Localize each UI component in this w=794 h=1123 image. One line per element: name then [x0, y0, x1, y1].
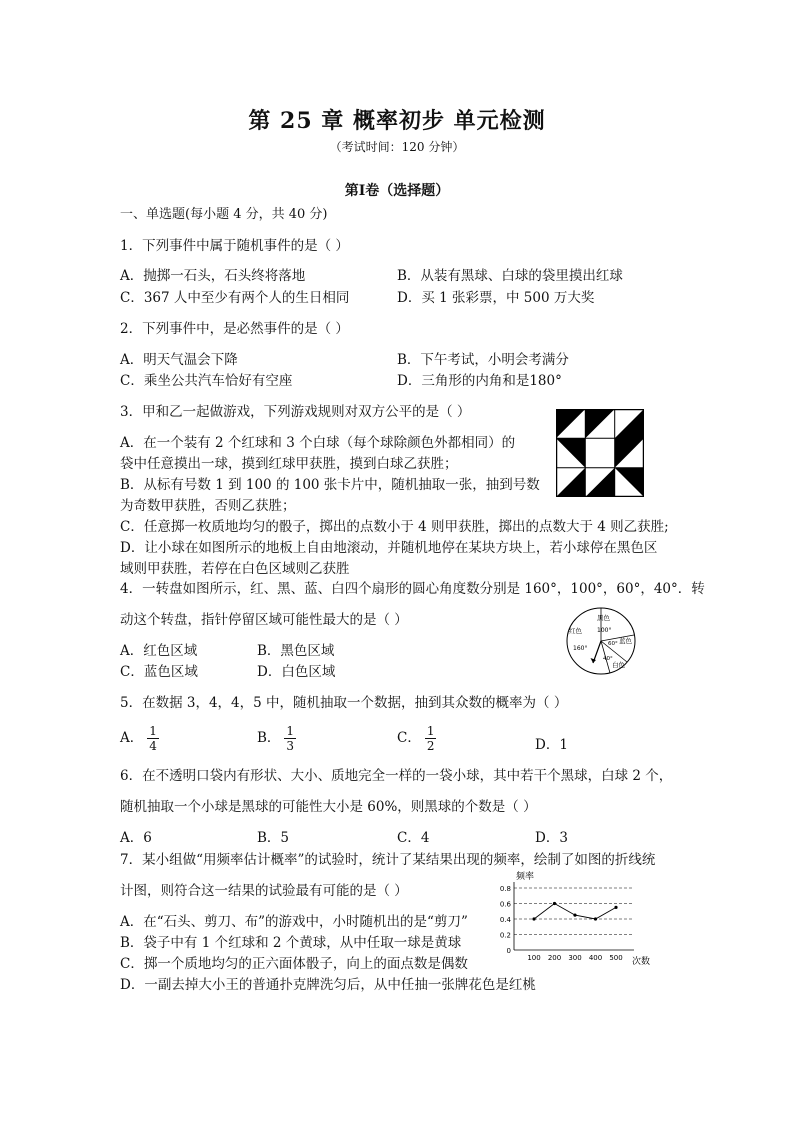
- q2-stem: 2．下列事件中，是必然事件的是（ ）: [120, 321, 349, 337]
- data-point: [594, 917, 597, 920]
- y-tick-label: 0: [506, 947, 511, 955]
- q7-stem-line1: 7．某小组做“用频率估计概率”的试验时，统计了某结果出现的频率，绘制了如图的折线统: [120, 852, 656, 868]
- q5-stem: 5．在数据 3，4，4，5 中，随机抽取一个数据，抽到其众数的概率为（ ）: [120, 695, 568, 711]
- q5-option-a: [120, 724, 159, 753]
- fraction-numerator: 1: [286, 724, 295, 738]
- q5-option-c-label: C．: [397, 730, 421, 746]
- q4-option-c: C．蓝色区域: [120, 664, 198, 680]
- q7-option-c: C．掷一个质地均匀的正六面体骰子，向上的面点数是偶数: [120, 956, 468, 972]
- q4-option-d: D．白色区域: [257, 664, 336, 680]
- q2-option-a: A．明天气温会下降: [120, 352, 238, 368]
- q5-option-c-fraction: [425, 724, 437, 753]
- fraction-denominator: 3: [286, 739, 295, 753]
- q2-option-b: B．下午考试，小明会考满分: [397, 352, 569, 368]
- q5-option-b: [257, 724, 296, 753]
- x-tick-label: 500: [609, 954, 623, 962]
- q2-option-d: D．三角形的内角和是180°: [397, 373, 562, 389]
- y-tick-label: 0.8: [499, 885, 511, 893]
- spinner-label-blue: 蓝色: [619, 637, 632, 645]
- y-tick-label: 0.6: [499, 900, 511, 909]
- q6-stem-line1: 6．在不透明口袋内有形状、大小、质地完全一样的一袋小球，其中若干个黑球，白球 2 个，: [120, 768, 673, 784]
- fraction-numerator: 1: [426, 724, 435, 738]
- q1-option-c: C．367 人中至少有两个人的生日相同: [120, 290, 350, 306]
- q1-stem: 1．下列事件中属于随机事件的是（ ）: [120, 238, 349, 254]
- page-title: 第 25 章 概率初步 单元检测: [248, 108, 546, 134]
- q7-option-b: B．袋子中有 1 个红球和 2 个黄球，从中任取一球是黄球: [120, 935, 462, 951]
- spinner-label-red: 红色: [569, 627, 582, 635]
- x-tick-label: 200: [547, 954, 562, 962]
- q6-option-b: B．5: [257, 830, 290, 846]
- y-tick-label: 0.4: [499, 916, 511, 924]
- x-tick-label: 400: [588, 954, 603, 962]
- spinner-deg-red: 160°: [573, 645, 588, 652]
- frequency-line-chart: [490, 868, 660, 972]
- data-point: [614, 906, 617, 909]
- q5-option-d: D．1: [535, 737, 568, 753]
- q3-stem: 3．甲和乙一起做游戏，下列游戏规则对双方公平的是（ ）: [120, 404, 471, 420]
- q4-option-b: B．黑色区域: [257, 643, 335, 659]
- q3-option-c: C．任意掷一枚质地均匀的骰子，掷出的点数小于 4 则甲获胜，掷出的点数大于 4 则乙获胜;: [120, 519, 669, 535]
- fraction-numerator: 1: [149, 724, 157, 738]
- spinner-deg-blue: 60°: [608, 641, 618, 647]
- chart-x-label: 次数: [632, 957, 651, 967]
- x-tick-label: 100: [527, 954, 541, 962]
- q5-option-a-fraction: [147, 724, 159, 753]
- q7-option-d: D．一副去掉大小王的普通扑克牌洗匀后，从中任抽一张牌花色是红桃: [120, 977, 536, 993]
- q1-option-a: A．抛掷一石头，石头终将落地: [120, 268, 306, 284]
- x-tick-label: 300: [568, 954, 582, 962]
- spinner-figure: [565, 605, 637, 677]
- q6-stem-line2: 随机抽取一个小球是黑球的可能性大小是 60%，则黑球的个数是（ ）: [120, 799, 537, 815]
- q3-option-b-line2: 为奇数甲获胜，否则乙获胜；: [120, 498, 296, 514]
- q5-option-b-fraction: [284, 724, 296, 753]
- q5-option-b-label: B．: [257, 730, 281, 746]
- q2-option-c: C．乘坐公共汽车恰好有空座: [120, 373, 293, 389]
- q6-option-a: A．6: [120, 830, 152, 846]
- spinner-label-white: 白色: [612, 661, 625, 669]
- q5-option-a-label: A．: [120, 730, 144, 746]
- q4-stem-line1: 4．一转盘如图所示，红、黑、蓝、白四个扇形的圆心角度数分别是 160°，100°，60°，40°．转: [120, 581, 705, 597]
- q4-stem-line2: 动这个转盘，指针停留区域可能性最大的是（ ）: [120, 612, 408, 628]
- floor-tile-figure: [556, 409, 644, 497]
- q3-option-d-line2: 域则甲获胜，若停在白色区域则乙获胜: [120, 561, 350, 577]
- q1-option-d: D．买 1 张彩票，中 500 万大奖: [397, 290, 595, 306]
- q1-option-b: B．从装有黑球、白球的袋里摸出红球: [397, 268, 623, 284]
- data-point: [532, 917, 535, 920]
- spinner-deg-white: 40°: [603, 656, 613, 662]
- exam-time: （考试时间：120 分钟）: [329, 140, 465, 154]
- q3-option-b-line1: B．从标有号数 1 到 100 的 100 张卡片中，随机抽取一张，抽到号数: [120, 477, 540, 493]
- q3-option-a-line2: 袋中任意摸出一球，摸到红球甲获胜，摸到白球乙获胜；: [120, 456, 458, 472]
- q4-option-a: A．红色区域: [120, 643, 198, 659]
- q3-option-d-line1: D．让小球在如图所示的地板上自由地滚动，并随机地停在某块方块上，若小球停在黑色区: [120, 540, 658, 556]
- fraction-denominator: 2: [426, 739, 435, 753]
- spinner-label-black: 黑色: [597, 614, 610, 622]
- data-point: [573, 914, 576, 917]
- spinner-deg-black: 100°: [597, 627, 612, 634]
- q7-option-a: A．在“石头、剪刀、布”的游戏中，小时随机出的是“剪刀”: [120, 914, 468, 930]
- fraction-denominator: 4: [149, 739, 157, 753]
- q5-option-c: [397, 724, 436, 753]
- q6-option-d: D．3: [535, 830, 568, 846]
- chart-y-label: 频率: [516, 872, 535, 882]
- y-tick-label: 0.2: [499, 931, 511, 940]
- q7-stem-line2: 计图，则符合这一结果的试验最有可能的是（ ）: [120, 883, 408, 899]
- data-point: [553, 902, 556, 905]
- volume-heading: 第Ⅰ卷（选择题）: [344, 183, 450, 199]
- section-heading: 一、单选题(每小题 4 分，共 40 分): [120, 207, 328, 222]
- q3-option-a-line1: A．在一个装有 2 个红球和 3 个白球（每个球除颜色外都相同）的: [120, 435, 516, 451]
- q6-option-c: C．4: [397, 830, 430, 846]
